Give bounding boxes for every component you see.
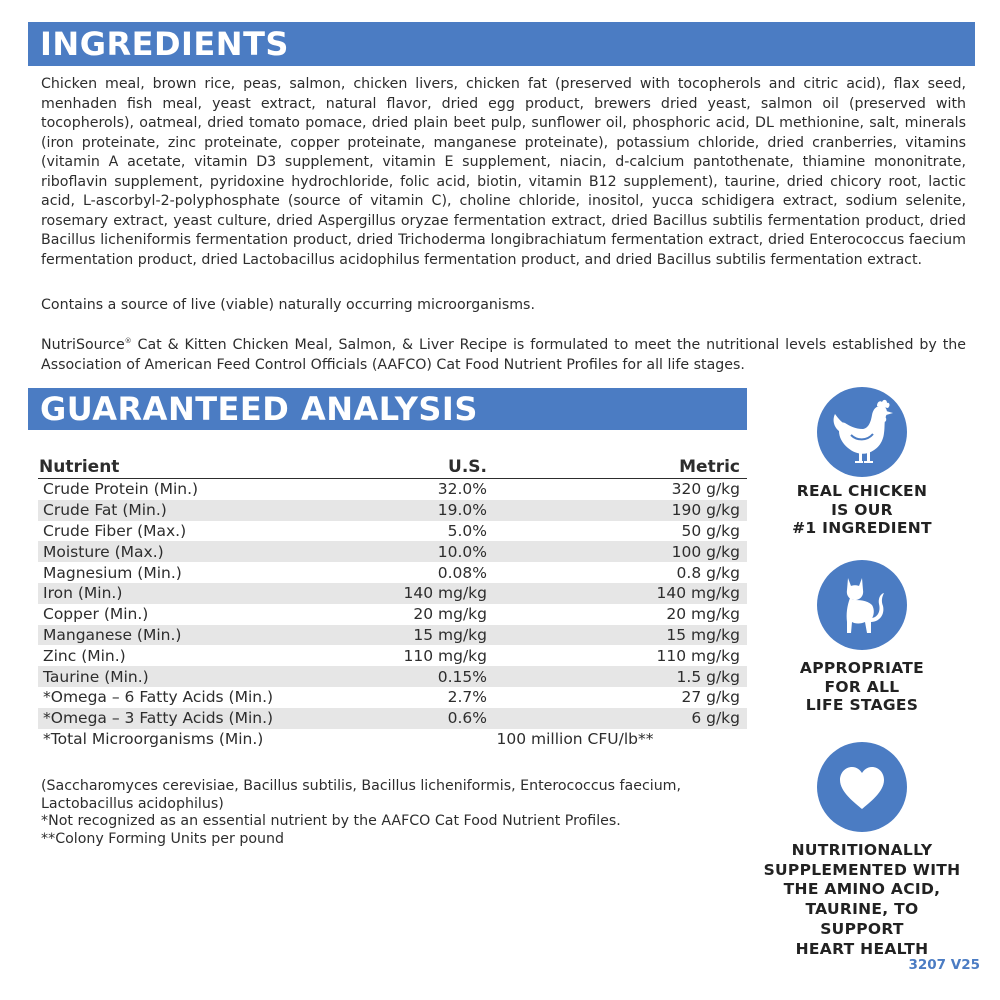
- nutrient-name: Magnesium (Min.): [43, 563, 182, 582]
- us-value: 0.6%: [447, 709, 487, 728]
- cfu-footnote: **Colony Forming Units per pound: [41, 831, 285, 847]
- us-value: 0.15%: [437, 667, 487, 686]
- table-row: [38, 708, 747, 729]
- metric-value: 0.8 g/kg: [676, 563, 740, 582]
- column-header-us: U.S.: [448, 457, 487, 477]
- ingredients-list: Chicken meal, brown rice, peas, salmon, chicken livers, chicken fat (preserved with tocopherols and citric acid), flax seed, menhaden fish meal, yeast extract, natural flavor, dried egg product, brewers dried yeast, salmon oil (preserved with tocopherols), oatmeal, dried tomato pomace, dried plain beet pulp, sunflower oil, phosphoric acid, DL methionine, salt, minerals (iron proteinate, zinc proteinate, copper proteinate, manganese proteinate), potassium chloride, dried cranberries, vitamins (vitamin A acetate, vitamin D3 supplement, vitamin E supplement, niacin, d-calcium pantothenate, thiamine mononitrate, riboflavin supplement, pyridoxine hydrochloride, folic acid, biotin, vitamin B12 supplement), taurine, dried chicory root, lactic acid, L-ascorbyl-2-polyphosphate (source of vitamin C), choline chloride, inositol, yucca schidigera extract, sodium selenite, rosemary extract, yeast culture, dried Aspergillus oryzae fermentation extract, dried Bacillus subtilis fermentation product, dried Bacillus licheniformis fermentation product, dried Trichoderma longibrachiatum fermentation extract, dried Enterococcus faecium fermentation product, dried Lactobacillus acidophilus fermentation product, and dried Bacillus subtilis fermentation extract.: [41, 76, 966, 268]
- nutrient-name: Taurine (Min.): [43, 667, 149, 686]
- aafco-statement-text: Cat & Kitten Chicken Meal, Salmon, & Liver Recipe is formulated to meet the nutritional levels established by the Association of American Feed Control Officials (AAFCO) Cat Food Nutrient Profiles for all life stages.: [41, 337, 966, 373]
- column-header-nutrient: Nutrient: [39, 457, 120, 477]
- table-row: [38, 562, 747, 583]
- nutrient-name: Zinc (Min.): [43, 646, 126, 665]
- combined-value: 100 million CFU/lb**: [496, 729, 654, 748]
- nutrient-name: Crude Protein (Min.): [43, 480, 199, 499]
- metric-value: 6 g/kg: [691, 709, 740, 728]
- metric-value: 320 g/kg: [671, 480, 740, 499]
- us-value: 140 mg/kg: [403, 584, 487, 603]
- us-value: 10.0%: [437, 542, 487, 561]
- us-value: 2.7%: [447, 688, 487, 707]
- badge-label-life-stages: APPROPRIATE FOR ALL LIFE STAGES: [799, 659, 925, 714]
- metric-value: 100 g/kg: [671, 542, 740, 561]
- nutrient-name: *Omega – 3 Fatty Acids (Min.): [43, 709, 274, 728]
- ingredients-heading: INGREDIENTS: [28, 22, 975, 66]
- metric-value: 20 mg/kg: [666, 605, 740, 624]
- nutrient-name: Crude Fiber (Max.): [43, 521, 187, 540]
- column-header-metric: Metric: [679, 457, 740, 477]
- table-row: [38, 687, 747, 708]
- nutrient-name: *Omega – 6 Fatty Acids (Min.): [43, 688, 274, 707]
- table-row: [38, 604, 747, 625]
- us-value: 32.0%: [437, 480, 487, 499]
- guaranteed-analysis-table: [38, 455, 747, 749]
- metric-value: 27 g/kg: [681, 688, 740, 707]
- table-row: [38, 666, 747, 687]
- cat-icon: [817, 560, 907, 650]
- table-row: [38, 479, 747, 500]
- us-value: 19.0%: [437, 501, 487, 520]
- us-value: 110 mg/kg: [403, 646, 487, 665]
- us-value: 15 mg/kg: [413, 625, 487, 644]
- nutrient-name: Moisture (Max.): [43, 542, 164, 561]
- aafco-footnote: *Not recognized as an essential nutrient by the AAFCO Cat Food Nutrient Profiles.: [41, 813, 621, 829]
- microorganisms-footnote: (Saccharomyces cerevisiae, Bacillus subtilis, Bacillus licheniformis, Enterococcus faecium, Lactobacillus acidophilus): [41, 778, 682, 812]
- badge-label-taurine: NUTRITIONALLY SUPPLEMENTED WITH THE AMINO ACID, TAURINE, TO SUPPORT HEART HEALTH: [763, 841, 961, 958]
- registered-mark: ®: [124, 337, 132, 345]
- us-value: 5.0%: [447, 521, 487, 540]
- table-row: [38, 500, 747, 521]
- nutrient-name: *Total Microorganisms (Min.): [43, 729, 264, 748]
- table-row: [38, 645, 747, 666]
- heart-icon: [817, 742, 907, 832]
- table-row: [38, 625, 747, 646]
- metric-value: 50 g/kg: [681, 521, 740, 540]
- guaranteed-analysis-heading: GUARANTEED ANALYSIS: [28, 388, 747, 430]
- brand-name: NutriSource: [41, 337, 125, 353]
- table-header-row: [38, 455, 747, 479]
- aafco-statement: [41, 336, 966, 375]
- metric-value: 1.5 g/kg: [676, 667, 740, 686]
- table-row: [38, 521, 747, 542]
- badge-label-real-chicken: REAL CHICKEN IS OUR #1 INGREDIENT: [792, 482, 932, 537]
- chicken-icon: [817, 387, 907, 477]
- metric-value: 110 mg/kg: [656, 646, 740, 665]
- product-code: 3207 V25: [908, 957, 980, 973]
- metric-value: 140 mg/kg: [656, 584, 740, 603]
- table-row: [38, 541, 747, 562]
- table-row: [38, 583, 747, 604]
- nutrient-name: Copper (Min.): [43, 605, 149, 624]
- nutrient-name: Manganese (Min.): [43, 625, 182, 644]
- nutrient-name: Iron (Min.): [43, 584, 123, 603]
- live-microorganisms-note: Contains a source of live (viable) naturally occurring microorganisms.: [41, 297, 535, 313]
- table-row: [38, 729, 747, 750]
- metric-value: 190 g/kg: [671, 501, 740, 520]
- us-value: 20 mg/kg: [413, 605, 487, 624]
- nutrient-name: Crude Fat (Min.): [43, 501, 167, 520]
- metric-value: 15 mg/kg: [666, 625, 740, 644]
- us-value: 0.08%: [437, 563, 487, 582]
